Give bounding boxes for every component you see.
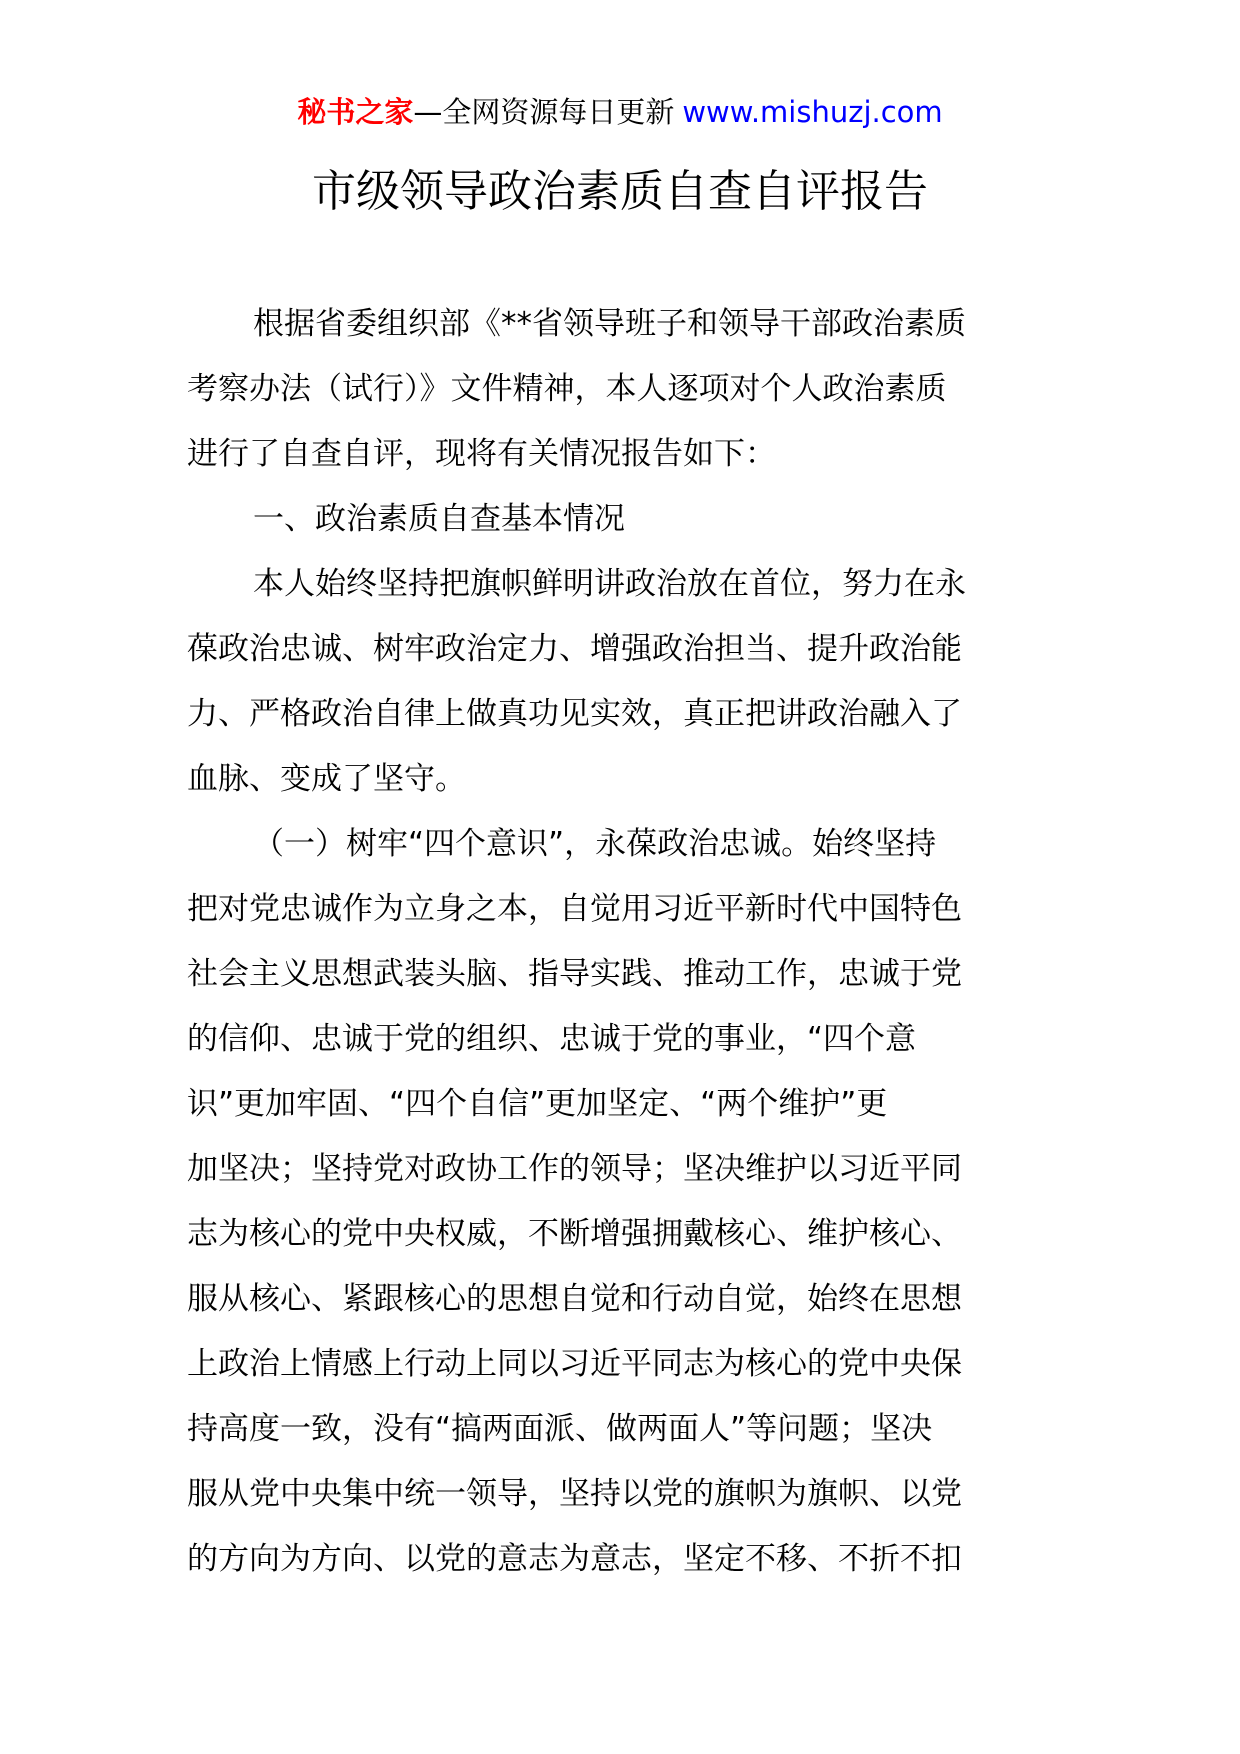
text-line: 服从党中央集中统一领导，坚持以党的旗帜为旗帜、以党 (187, 1476, 962, 1512)
site-header (0, 92, 1240, 132)
brand-name: 秘书之家 (297, 95, 414, 129)
document-title: 市级领导政治素质自查自评报告 (312, 166, 928, 217)
text-line: 考察办法（试行）》文件精神，本人逐项对个人政治素质 (187, 371, 947, 407)
text-line: 的信仰、忠诚于党的组织、忠诚于党的事业，“四个意 (187, 1021, 917, 1057)
text-line: 志为核心的党中央权威，不断增强拥戴核心、维护核心、 (187, 1216, 962, 1252)
text-line: 加坚决；坚持党对政协工作的领导；坚决维护以习近平同 (187, 1151, 962, 1187)
text-line: 社会主义思想武装头脑、指导实践、推动工作，忠诚于党 (187, 956, 962, 992)
header-tagline: —全网资源每日更新 (413, 95, 675, 129)
text-line: 力、严格政治自律上做真功见实效，真正把讲政治融入了 (187, 696, 962, 732)
section-heading: 一、政治素质自查基本情况 (253, 501, 625, 537)
text-line: 进行了自查自评，现将有关情况报告如下： (187, 436, 776, 472)
text-line: 把对党忠诚作为立身之本，自觉用习近平新时代中国特色 (187, 891, 962, 927)
site-url-link[interactable]: www.mishuzj.com (682, 95, 943, 129)
text-line: 持高度一致，没有“搞两面派、做两面人”等问题；坚决 (187, 1411, 933, 1447)
text-line: 本人始终坚持把旗帜鲜明讲政治放在首位，努力在永 (253, 566, 966, 602)
text-line: 上政治上情感上行动上同以习近平同志为核心的党中央保 (187, 1346, 962, 1382)
text-line: 葆政治忠诚、树牢政治定力、增强政治担当、提升政治能 (187, 631, 962, 667)
text-line: （一）树牢“四个意识”，永葆政治忠诚。始终坚持 (253, 826, 937, 862)
text-line: 的方向为方向、以党的意志为意志，坚定不移、不折不扣 (187, 1541, 962, 1577)
text-line: 识”更加牢固、“四个自信”更加坚定、“两个维护”更 (187, 1086, 888, 1122)
text-line: 服从核心、紧跟核心的思想自觉和行动自觉，始终在思想 (187, 1281, 962, 1317)
text-line: 血脉、变成了坚守。 (187, 761, 466, 797)
document-body (187, 292, 1037, 1592)
text-line: 根据省委组织部《**省领导班子和领导干部政治素质 (253, 306, 966, 342)
